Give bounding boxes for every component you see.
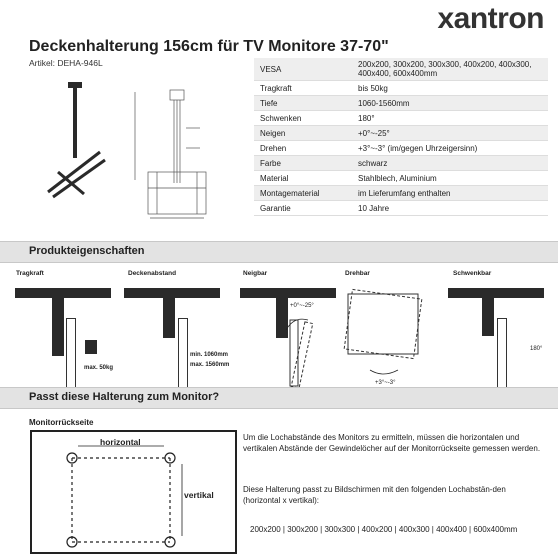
screen-side-view	[497, 318, 507, 388]
screen-side-view	[178, 318, 188, 388]
spec-row: Farbe schwarz	[254, 156, 548, 171]
feature-label-deckenabstand: Deckenabstand	[128, 270, 177, 277]
horizontal-label: horizontal	[100, 437, 141, 447]
spec-row: Drehen +3°~-3° (im/gegen Uhrzeigersinn)	[254, 141, 548, 156]
spec-row: Material Stahlblech, Aluminium	[254, 171, 548, 186]
weight-label: max. 50kg	[84, 365, 114, 371]
article-number: Artikel: DEHA-946L	[29, 58, 103, 68]
swivel-label: 180°	[530, 346, 543, 352]
description-measure: Um die Lochabstände des Monitors zu ermitteln, müssen die horizontalen und vertikalen Abstände der Gewindelöcher auf der Monitorrückseite gemessen werden.	[243, 433, 541, 453]
monitor-back-title: Monitorrückseite	[29, 418, 94, 427]
rotate-label: +3°~-3°	[375, 380, 396, 386]
vertical-label: vertikal	[184, 490, 214, 500]
product-image	[28, 82, 113, 202]
mount-pole	[52, 298, 64, 356]
spec-row: Tiefe 1060-1560mm	[254, 96, 548, 111]
section-header-compatibility	[0, 387, 558, 409]
feature-label-neigbar: Neigbar	[243, 270, 268, 277]
spec-row: Schwenken 180°	[254, 111, 548, 126]
spec-row: Neigen +0°~-25°	[254, 126, 548, 141]
spec-row: Tragkraft bis 50kg	[254, 81, 548, 96]
mount-pole	[482, 298, 494, 336]
tilt-icon	[280, 300, 330, 390]
feature-label-drehbar: Drehbar	[345, 270, 370, 277]
ceiling-bar	[448, 288, 544, 298]
ceiling-bar	[240, 288, 336, 298]
spec-row: VESA 200x200, 300x200, 300x300, 400x200, 400x300, 400x400, 600x400mm	[254, 58, 548, 81]
section-title: Passt diese Halterung zum Monitor?	[29, 391, 220, 403]
section-header-features	[0, 241, 558, 263]
feature-label-tragkraft: Tragkraft	[16, 270, 44, 277]
spec-row: Garantie 10 Jahre	[254, 201, 548, 216]
ceiling-bar	[15, 288, 111, 298]
section-title: Produkteigenschaften	[29, 245, 145, 257]
min-distance-label: min. 1060mm	[190, 352, 229, 358]
screen-side-view	[66, 318, 76, 388]
max-distance-label: max. 1560mm	[190, 362, 230, 368]
weight-icon	[85, 340, 97, 354]
mount-pole	[163, 298, 175, 338]
rotate-icon	[340, 286, 430, 386]
description-compatible: Diese Halterung passt zu Bildschirmen mit den folgenden Lochabstän-den (horizontal x vertikal):	[243, 485, 506, 505]
specs-table	[254, 58, 548, 216]
technical-drawing	[110, 68, 250, 228]
spec-row: Montagematerial im Lieferumfang enthalten	[254, 186, 548, 201]
ceiling-bar	[124, 288, 220, 298]
feature-label-schwenkbar: Schwenkbar	[453, 270, 492, 277]
brand-logo: xantron	[437, 2, 544, 35]
product-title: Deckenhalterung 156cm für TV Monitore 37-70"	[29, 38, 389, 55]
vesa-sizes: 200x200 | 300x200 | 300x300 | 400x200 | 400x300 | 400x400 | 600x400mm	[250, 525, 518, 534]
tilt-label: +0°~-25°	[290, 303, 314, 309]
